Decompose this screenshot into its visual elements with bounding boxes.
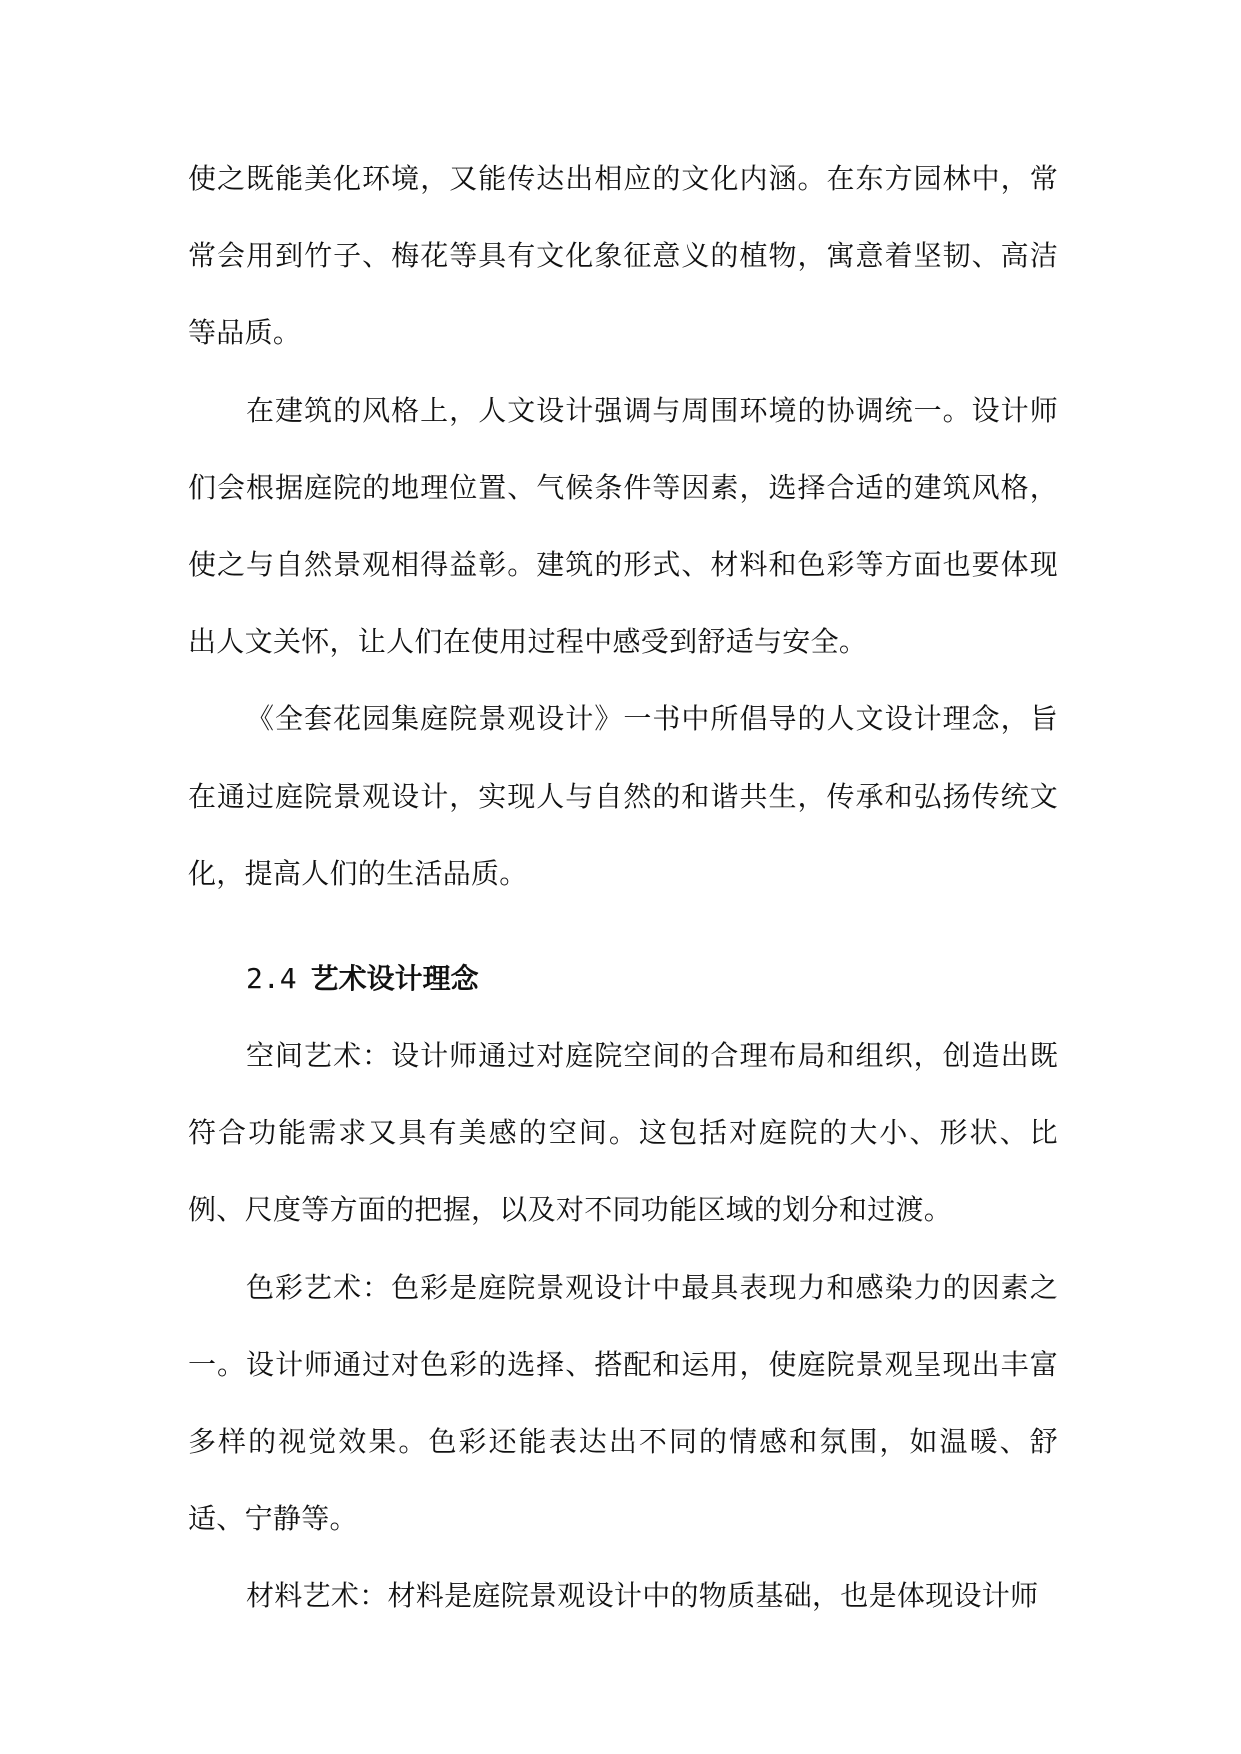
- section-heading: [188, 940, 1058, 1017]
- paragraph-space-art: 空间艺术：设计师通过对庭院空间的合理布局和组织，创造出既符合功能需求又具有美感的空间。这包括对庭院的大小、形状、比例、尺度等方面的把握，以及对不同功能区域的划分和过渡。: [188, 1039, 1058, 1227]
- page-body: [188, 140, 1058, 1635]
- paragraph-book-summary: 《全套花园集庭院景观设计》一书中所倡导的人文设计理念，旨在通过庭院景观设计，实现人与自然的和谐共生，传承和弘扬传统文化，提高人们的生活品质。: [188, 702, 1058, 890]
- section-title: 艺术设计理念: [310, 962, 479, 996]
- paragraph-color-art: 色彩艺术：色彩是庭院景观设计中最具表现力和感染力的因素之一。设计师通过对色彩的选择、搭配和运用，使庭院景观呈现出丰富多样的视觉效果。色彩还能表达出不同的情感和氛围，如温暖、舒适、宁静等。: [188, 1270, 1058, 1536]
- paragraph-material-art: 材料艺术：材料是庭院景观设计中的物质基础，也是体现设计师: [246, 1579, 1039, 1613]
- paragraph-culture-plants: 使之既能美化环境，又能传达出相应的文化内涵。在东方园林中，常常会用到竹子、梅花等具有文化象征意义的植物，寓意着坚韧、高洁等品质。: [188, 162, 1058, 350]
- paragraph-architecture-style: 在建筑的风格上，人文设计强调与周围环境的协调统一。设计师们会根据庭院的地理位置、气候条件等因素，选择合适的建筑风格，使之与自然景观相得益彰。建筑的形式、材料和色彩等方面也要体现出人文关怀，让人们在使用过程中感受到舒适与安全。: [188, 393, 1058, 659]
- section-number: 2.4: [246, 962, 297, 996]
